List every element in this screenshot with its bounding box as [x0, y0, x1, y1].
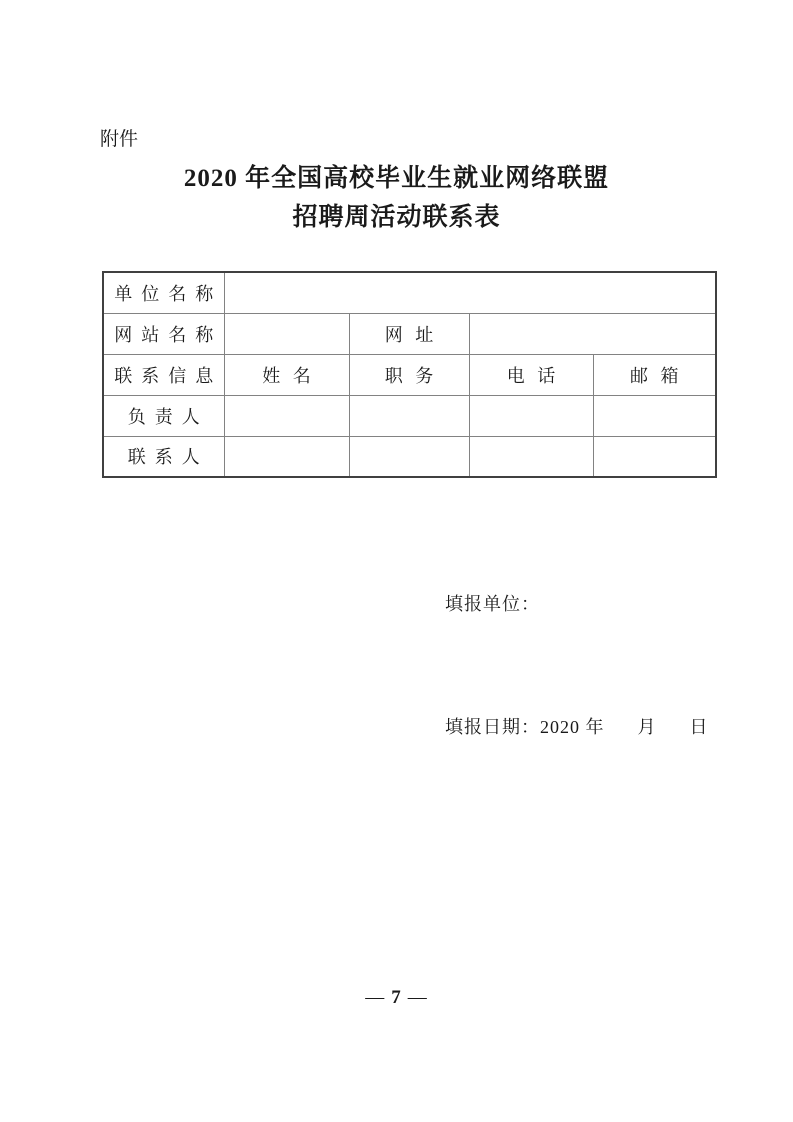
contact-email-cell — [593, 436, 716, 477]
unit-name-label-cell — [103, 272, 224, 313]
contact-person-row — [103, 436, 716, 477]
leader-label-cell — [103, 395, 224, 436]
page-number-left-dash: — — [365, 987, 386, 1008]
contact-name-cell — [224, 436, 349, 477]
contact-info-header-row — [103, 354, 716, 395]
url-label: 网址 — [384, 324, 446, 345]
name-column-header-cell — [224, 354, 349, 395]
phone-column-header-cell — [469, 354, 593, 395]
leader-label: 负责人 — [127, 406, 209, 427]
contact-info-label-cell — [103, 354, 224, 395]
website-name-label-cell — [103, 313, 224, 354]
phone-column-header: 电话 — [506, 365, 568, 386]
leader-position-cell — [349, 395, 469, 436]
reporting-unit-line: 填报单位： — [445, 594, 540, 614]
position-column-header: 职务 — [384, 365, 446, 386]
leader-email-cell — [593, 395, 716, 436]
website-name-value-cell — [224, 313, 349, 354]
document-title-line1: 2020 年全国高校毕业生就业网络联盟 — [183, 165, 610, 192]
leader-name-cell — [224, 395, 349, 436]
contact-person-label: 联系人 — [127, 447, 209, 468]
contact-form-table — [102, 271, 717, 478]
page-number — [0, 987, 793, 1009]
page-number-value: 7 — [391, 987, 402, 1008]
website-row — [103, 313, 716, 354]
leader-phone-cell — [469, 395, 593, 436]
contact-position-cell — [349, 436, 469, 477]
contact-phone-cell — [469, 436, 593, 477]
unit-name-label: 单位名称 — [114, 283, 223, 304]
website-name-label: 网站名称 — [114, 324, 223, 345]
email-column-header: 邮箱 — [629, 365, 692, 386]
unit-name-value-cell — [224, 272, 716, 313]
url-label-cell — [349, 313, 469, 354]
reporting-info-block — [445, 502, 709, 789]
contact-info-label: 联系信息 — [114, 365, 223, 386]
leader-row — [103, 395, 716, 436]
attachment-label: 附件 — [100, 129, 139, 150]
document-title-line2: 招聘周活动联系表 — [292, 204, 501, 231]
name-column-header: 姓名 — [262, 365, 324, 386]
page-number-right-dash: — — [407, 987, 428, 1008]
email-column-header-cell — [593, 354, 716, 395]
url-value-cell — [469, 313, 716, 354]
unit-name-row — [103, 272, 716, 313]
contact-person-label-cell — [103, 436, 224, 477]
position-column-header-cell — [349, 354, 469, 395]
document-title — [0, 159, 793, 237]
reporting-date-line: 填报日期：2020 年 月 日 — [445, 717, 709, 737]
